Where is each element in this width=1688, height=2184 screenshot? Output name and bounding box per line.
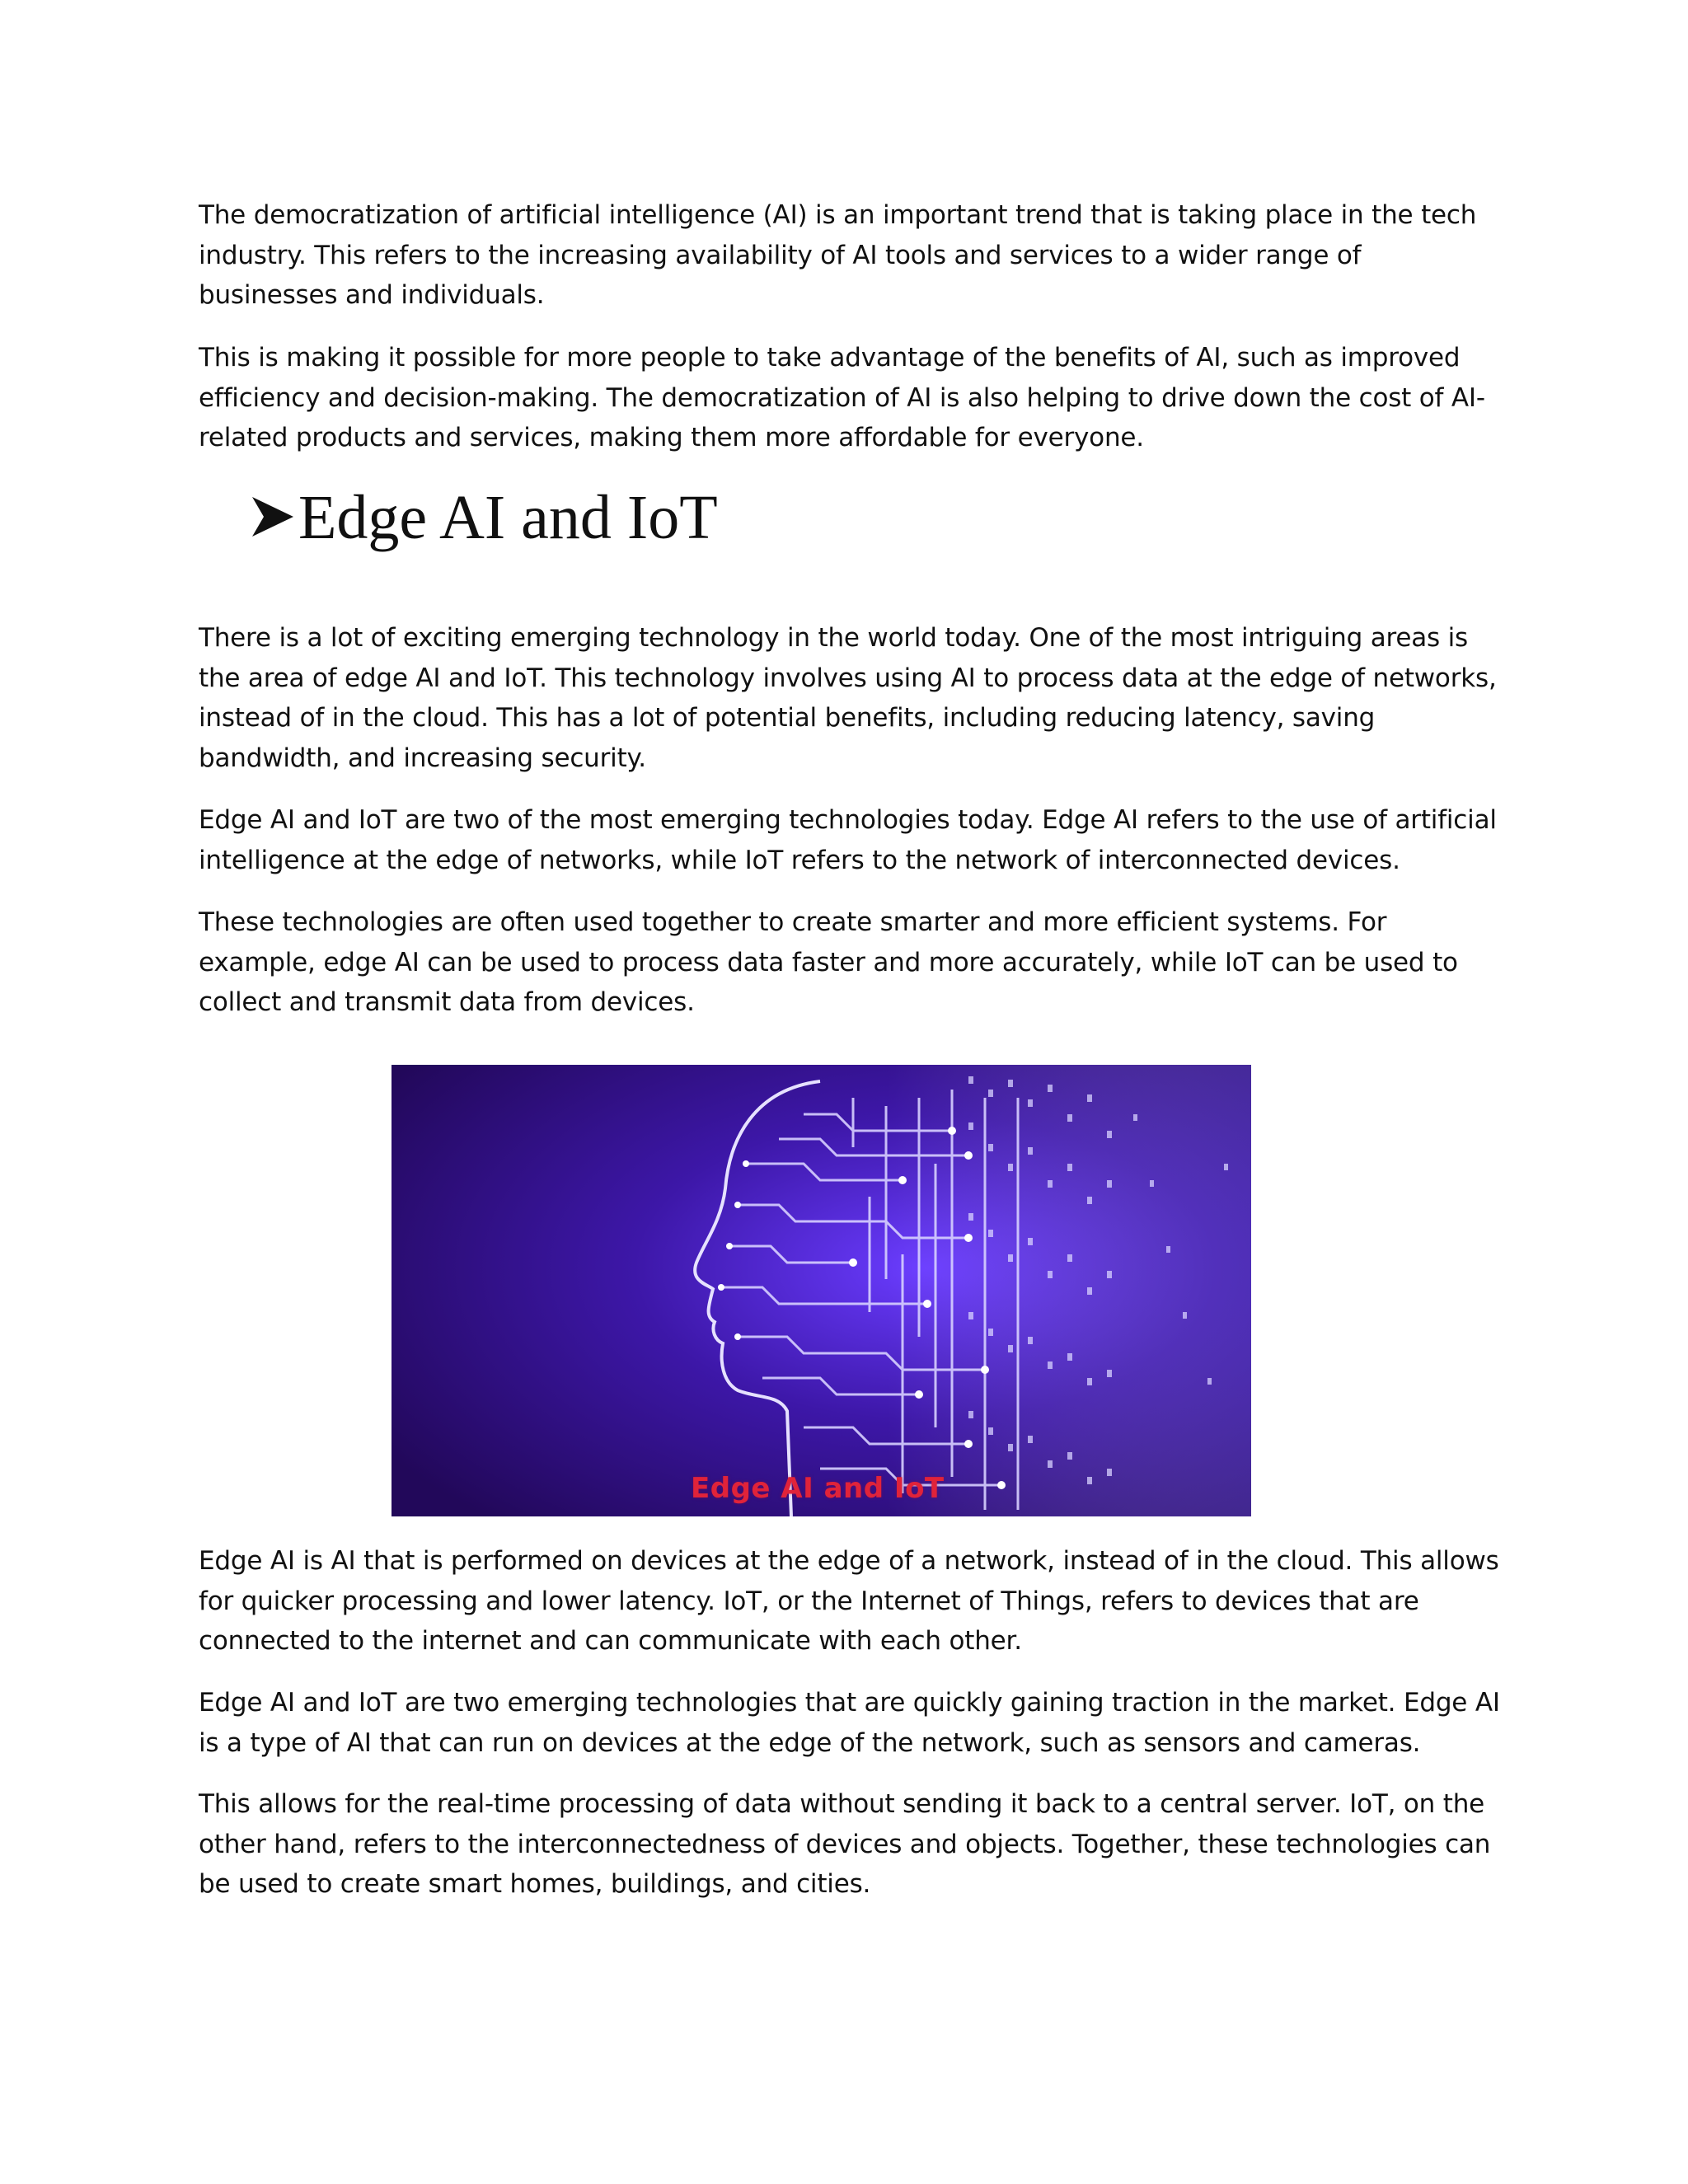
paragraph-real-time-processing: This allows for the real-time processing of data without sending it back to a central server. IoT, on the other hand, refers to the interconnectedness of devices and objects. Together, these technologies can be used to create smart homes, buildings, and cities. bbox=[199, 1789, 1491, 1899]
paragraph-edge-together: These technologies are often used together to create smarter and more efficient systems. For example, edge AI can be used to process data faster and more accurately, while IoT can be used to collect and transmit data from devices. bbox=[199, 907, 1458, 1017]
paragraph-edge-ai-definition: Edge AI is AI that is performed on devices at the edge of a network, instead of in the cloud. This allows for quicker processing and lower latency. IoT, or the Internet of Things, refers to devices that are connected to the internet and can communicate with each other. bbox=[199, 1546, 1499, 1656]
paragraph-edge-intro: There is a lot of exciting emerging technology in the world today. One of the most intriguing areas is the area of edge AI and IoT. This technology involves using AI to process data at the edge of networks, instead of in the cloud. This has a lot of potential benefits, including reducing latency, saving bandwidth, and increasing security. bbox=[199, 623, 1497, 773]
section-heading-text: Edge AI and IoT bbox=[298, 483, 718, 552]
edge-ai-illustration bbox=[392, 1065, 1251, 1516]
paragraph-edge-definition: Edge AI and IoT are two of the most emerging technologies today. Edge AI refers to the use of artificial intelligence at the edge of networks, while IoT refers to the network of interconnected devices. bbox=[199, 805, 1497, 875]
image-caption: Edge AI and IoT bbox=[691, 1472, 945, 1505]
paragraph-democratization-benefits: This is making it possible for more people to take advantage of the benefits of AI, such as improved efficiency and decision-making. The democratization of AI is also helping to drive down the cost of AI-related products and services, making them more affordable for everyone. bbox=[199, 343, 1485, 452]
paragraph-democratization-intro: The democratization of artificial intelligence (AI) is an important trend that is taking place in the tech industry. This refers to the increasing availability of AI tools and services to a wider range of businesses and individuals. bbox=[199, 200, 1477, 310]
section-heading bbox=[249, 480, 718, 555]
paragraph-edge-traction: Edge AI and IoT are two emerging technologies that are quickly gaining traction in the market. Edge AI is a type of AI that can run on devices at the edge of the network, such as sensors and cameras. bbox=[199, 1688, 1500, 1758]
circuit-head-image bbox=[392, 1065, 1251, 1516]
arrow-bullet-icon bbox=[249, 492, 297, 541]
